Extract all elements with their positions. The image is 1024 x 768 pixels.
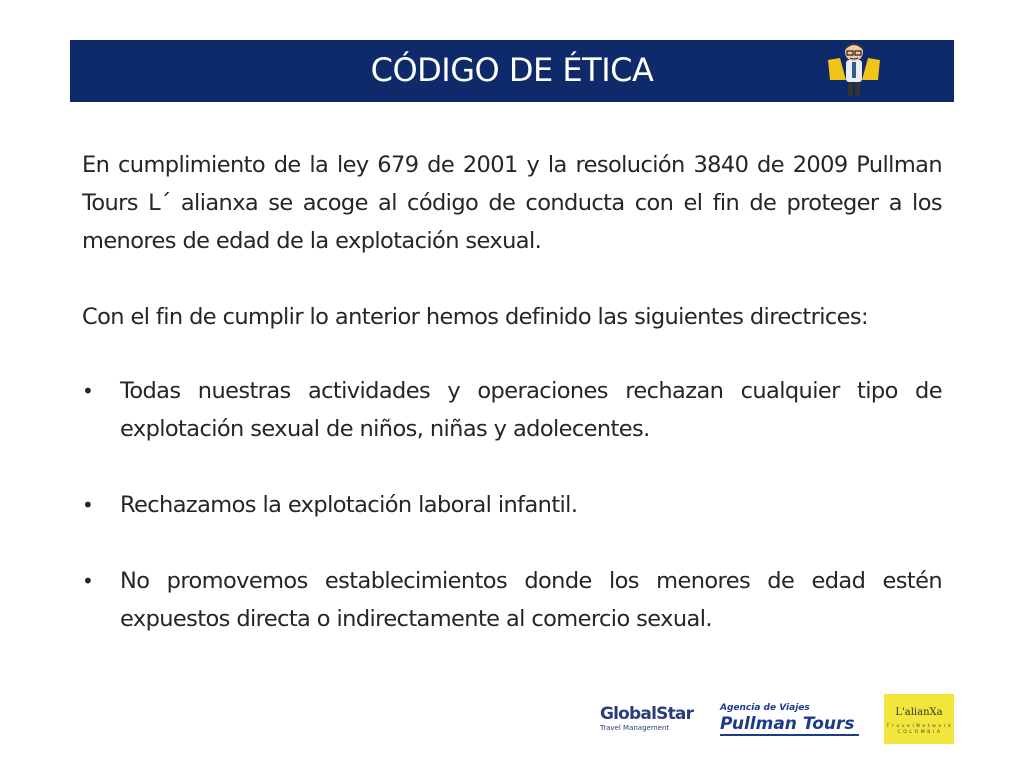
superhero-mascot-icon xyxy=(824,40,884,102)
globalstar-name: GlobalStar xyxy=(600,704,694,724)
footer-logos xyxy=(600,690,960,750)
alianxa-subtitle-line-2: C O L O M B I A xyxy=(897,730,941,735)
title-banner xyxy=(70,40,954,102)
bullet-icon: • xyxy=(82,379,94,403)
list-item xyxy=(82,486,942,524)
alianxa-subtitle xyxy=(884,724,954,736)
list-item-text: Todas nuestras actividades y operaciones rechazan cualquier tipo de explotación sexual de niños, niñas y adolecentes. xyxy=(120,378,942,442)
page-title: CÓDIGO DE ÉTICA xyxy=(370,51,654,89)
globalstar-subtitle: Travel Management xyxy=(600,724,670,732)
directives-list xyxy=(82,372,942,638)
list-item xyxy=(82,562,942,638)
pullman-tours-logo xyxy=(720,702,870,736)
paragraph-law: En cumplimiento de la ley 679 de 2001 y la resolución 3840 de 2009 Pullman Tours L´ alianxa se acoge al código de conducta con el fin de proteger a los menores de edad de la explotación sexual. xyxy=(82,152,942,254)
bullet-icon: • xyxy=(82,569,94,593)
alianxa-name: L'alianXa xyxy=(895,707,943,718)
pullman-name: Pullman Tours xyxy=(720,714,859,736)
pullman-agency-label: Agencia de Viajes xyxy=(720,703,810,713)
bullet-icon: • xyxy=(82,493,94,517)
alianxa-logo xyxy=(884,694,954,744)
list-item-text: No promovemos establecimientos donde los menores de edad estén expuestos directa o indirectamente al comercio sexual. xyxy=(120,568,942,632)
globalstar-logo xyxy=(600,704,700,733)
alianxa-subtitle-line-1: T r a v e l N e t w o r k xyxy=(886,724,952,729)
document-body xyxy=(82,146,942,638)
paragraph-directives: Con el fin de cumplir lo anterior hemos definido las siguientes directrices: xyxy=(82,304,869,330)
list-item-text: Rechazamos la explotación laboral infantil. xyxy=(120,492,578,518)
list-item xyxy=(82,372,942,448)
